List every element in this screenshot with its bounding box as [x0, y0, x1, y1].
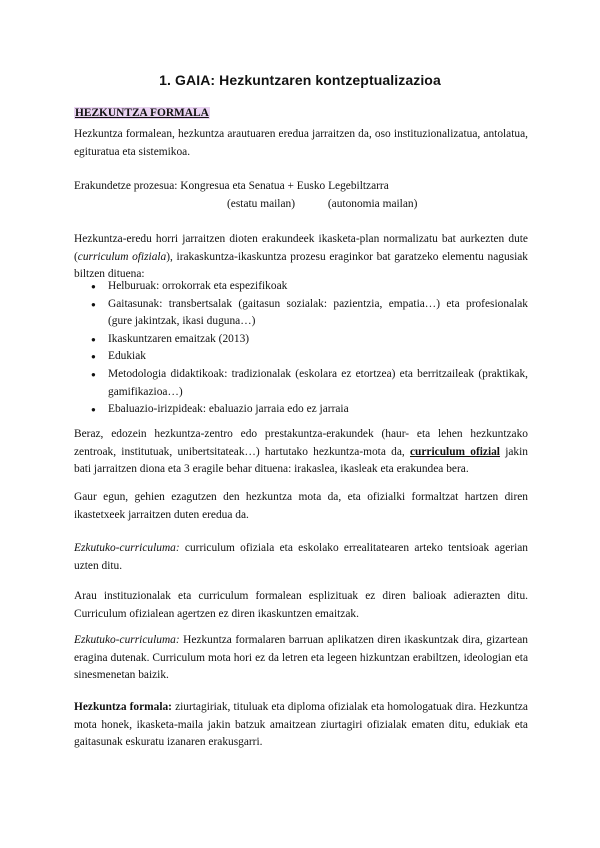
list-item: ● Ebaluazio-irizpideak: ebaluazio jarraia edo ez jarraia	[74, 401, 528, 419]
arau-paragraph: Arau instituzionalak eta curriculum formalean esplizituak ez diren balioak adierazten ditu. Curriculum ofizialean agertzen ez diren ikaskuntzen emaitzak.	[74, 590, 528, 620]
process-notes	[74, 196, 528, 214]
section-heading: HEZKUNTZA FORMALA	[75, 107, 209, 119]
bullet-list	[74, 278, 528, 419]
hidden-curriculum-paragraph-1	[74, 540, 528, 575]
gaur-paragraph: Gaur egun, gehien ezagutzen den hezkuntza mota da, eta ofizialki formaltzat hartzen diren ikastetxeek jarraitzen duten eredua da.	[74, 491, 528, 521]
process-note-state: (estatu mailan)	[227, 197, 295, 210]
beraz-text-b: jakin bati jarraitzen diona eta 3 eragile behar dituena: irakaslea, ikasleak eta erakundea bera.	[74, 445, 528, 476]
process-paragraph	[74, 178, 528, 213]
curriculum-text-a: Hezkuntza-eredu horri jarraitzen dioten erakundeek ikasketa-plan normalizatu bat aurkezten dute (	[74, 233, 528, 263]
curriculum-paragraph	[74, 231, 528, 284]
list-item: ● Gaitasunak: transbertsalak (gaitasun sozialak: pazientzia, empatia…) eta profesionalak (gure jakintzak, ikasi duguna…)	[74, 296, 528, 331]
bullet-list-wrapper	[74, 278, 528, 419]
formal-text: ziurtagiriak, tituluak eta diploma ofizialak eta homologatuak dira. Hezkuntza mota honek, ikasketa-maila jakin batzuk amaitzean ziurtagiri ofizialak ematen ditu, edukiak eta gaitasunak eskuratu izanaren erakusgarri.	[74, 701, 528, 749]
list-item: ● Helburuak: orrokorrak eta espezifikoak	[74, 278, 528, 296]
curriculum-text-b: ), irakaskuntza-ikaskuntza prozesu eraginkor bat garatzeko elementu nagusiak biltzen dituena:	[74, 250, 528, 281]
list-item: ● Ikaskuntzaren emaitzak (2013)	[74, 331, 528, 349]
curriculum-italic: curriculum ofiziala	[77, 250, 167, 263]
formal-label: Hezkuntza formala:	[74, 701, 172, 713]
beraz-text-a: Beraz, edozein hezkuntza-zentro edo prestakuntza-erakundek (haur- eta lehen hezkuntzako zentroak, institutuak, unibertsitateak…) hartutako hezkuntza-mota da,	[74, 428, 528, 458]
beraz-bold: curriculum ofizial	[409, 445, 500, 458]
intro-paragraph: Hezkuntza formalean, hezkuntza arautuaren eredua jarraitzen da, oso instituzionalizatua, antolatua, egituratua eta sistemikoa.	[74, 128, 528, 158]
list-item: ● Metodologia didaktikoak: tradizionalak (eskolara ez etortzea) eta berritzaileak (praktikak, gamifikazioa…)	[74, 366, 528, 401]
hidden-curriculum-paragraph-2	[74, 632, 528, 685]
hidden2-text: Hezkuntza formalaren barruan aplikatzen diren ikaskuntzak dira, gizartean eragina dutenak. Curriculum mota hori ez da letren eta legeen hizkuntzan erabiltzen, ideologian eta sinesmenetan baizik.	[74, 634, 528, 682]
process-note-autonomy: (autonomia mailan)	[327, 197, 418, 210]
hidden1-label: Ezkutuko-curriculuma:	[74, 542, 180, 554]
page-title: 1. GAIA: Hezkuntzaren kontzeptualizazioa	[159, 72, 441, 88]
section-heading-row	[74, 105, 528, 123]
hidden1-text: curriculum ofiziala eta eskolako errealitatearen arteko tentsioak agerian uzten ditu.	[74, 542, 528, 572]
process-line: Erakundetze prozesua: Kongresua eta Senatua + Eusko Legebiltzarra	[74, 180, 389, 192]
hidden2-label: Ezkutuko-curriculuma:	[74, 634, 180, 646]
beraz-paragraph	[74, 426, 528, 479]
list-item: ● Edukiak	[74, 348, 528, 366]
formal-paragraph	[74, 699, 528, 752]
